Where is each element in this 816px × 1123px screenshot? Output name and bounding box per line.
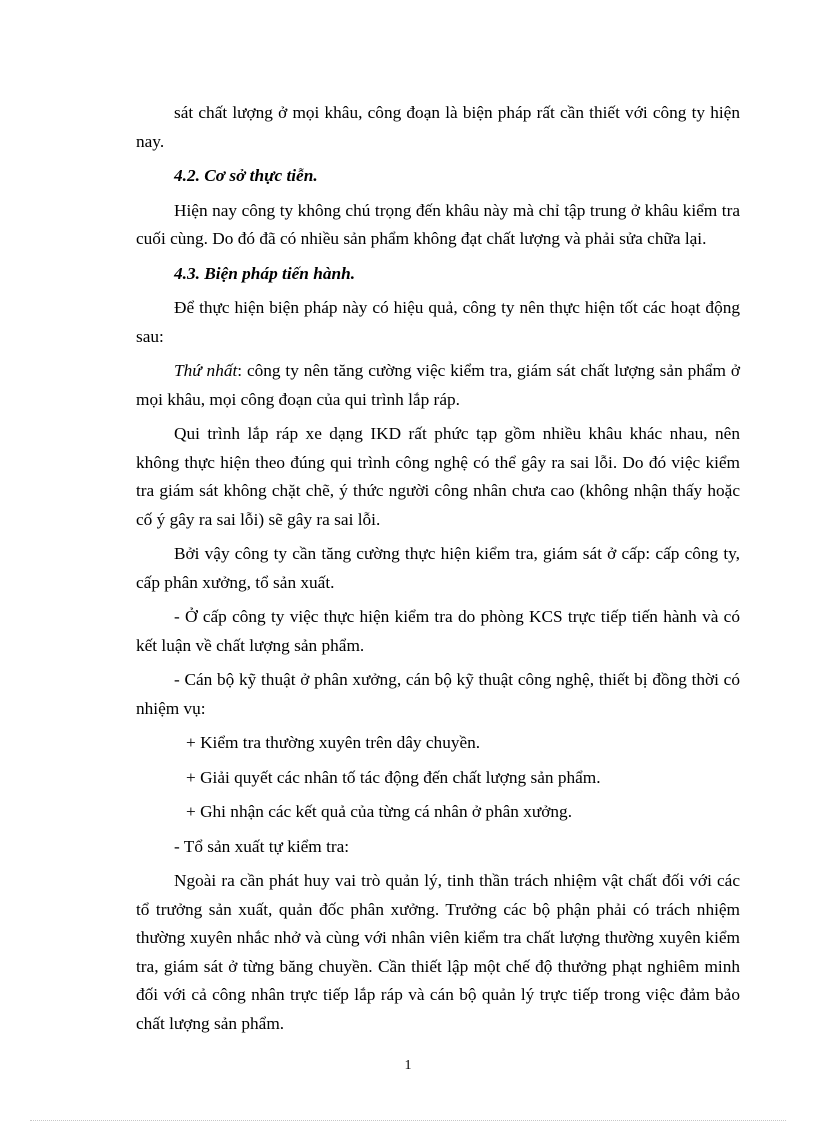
duty-item-3: + Ghi nhận các kết quả của từng cá nhân ở phân xưởng. bbox=[186, 802, 573, 821]
first-label: Thứ nhất bbox=[174, 361, 238, 380]
paragraph-technical-staff: - Cán bộ kỹ thuật ở phân xưởng, cán bộ kỹ thuật công nghệ, thiết bị đồng thời có nhiệm vụ: bbox=[136, 670, 740, 718]
paragraph-ikd-process: Qui trình lắp ráp xe dạng IKD rất phức tạp gồm nhiều khâu khác nhau, nên không thực hiện theo đúng qui trình công nghệ có thể gây ra sai lỗi. Do đó việc kiểm tra giám sát không chặt chẽ, ý thức người công nhân chưa cao (không nhận thấy hoặc cố ý gây ra sai lỗi) sẽ gây ra sai lỗi. bbox=[136, 424, 740, 529]
page-number: 1 bbox=[404, 1058, 412, 1073]
paragraph-first-measure bbox=[136, 357, 740, 414]
page-body bbox=[136, 99, 740, 1044]
duty-item-2: + Giải quyết các nhân tố tác động đến chất lượng sản phẩm. bbox=[186, 767, 601, 787]
footer-divider bbox=[30, 1120, 786, 1121]
first-measure-text: : công ty nên tăng cường việc kiểm tra, giám sát chất lượng sản phẩm ở mọi khâu, mọi công đoạn của qui trình lắp ráp. bbox=[136, 361, 740, 409]
paragraph-practical-basis: Hiện nay công ty không chú trọng đến khâu này mà chỉ tập trung ở khâu kiểm tra cuối cùng. Do đó đã có nhiều sản phẩm không đạt chất lượng và phải sửa chữa lại. bbox=[136, 200, 740, 248]
paragraph-intro-activities: Để thực hiện biện pháp này có hiệu quả, công ty nên thực hiện tốt các hoạt động sau: bbox=[136, 298, 740, 346]
paragraph-company-level: - Ở cấp công ty việc thực hiện kiểm tra do phòng KCS trực tiếp tiến hành và có kết luận về chất lượng sản phẩm. bbox=[136, 607, 740, 655]
section-heading-4-3: 4.3. Biện pháp tiến hành. bbox=[174, 263, 356, 283]
section-heading-4-2: 4.2. Cơ sở thực tiễn. bbox=[174, 166, 318, 185]
paragraph-inspection-levels: Bởi vậy công ty cần tăng cường thực hiện kiểm tra, giám sát ở cấp: cấp công ty, cấp phân xưởng, tổ sản xuất. bbox=[136, 544, 740, 592]
paragraph-team-self-check: - Tổ sản xuất tự kiểm tra: bbox=[174, 836, 350, 856]
duty-item-1: + Kiểm tra thường xuyên trên dây chuyền. bbox=[186, 733, 481, 752]
paragraph-management-role: Ngoài ra cần phát huy vai trò quản lý, tinh thần trách nhiệm vật chất đối với các tổ trưởng sản xuất, quản đốc phân xưởng. Trưởng các bộ phận phải có trách nhiệm thường xuyên nhắc nhở và cùng với nhân viên kiểm tra chất lượng thường xuyên kiểm tra, giám sát ở từng băng chuyền. Cần thiết lập một chế độ thưởng phạt nghiêm minh đối với cả công nhân trực tiếp lắp ráp và cán bộ quản lý trực tiếp trong việc đảm bảo chất lượng sản phẩm. bbox=[136, 871, 740, 1033]
paragraph-continuation: sát chất lượng ở mọi khâu, công đoạn là biện pháp rất cần thiết với công ty hiện nay. bbox=[136, 103, 740, 151]
